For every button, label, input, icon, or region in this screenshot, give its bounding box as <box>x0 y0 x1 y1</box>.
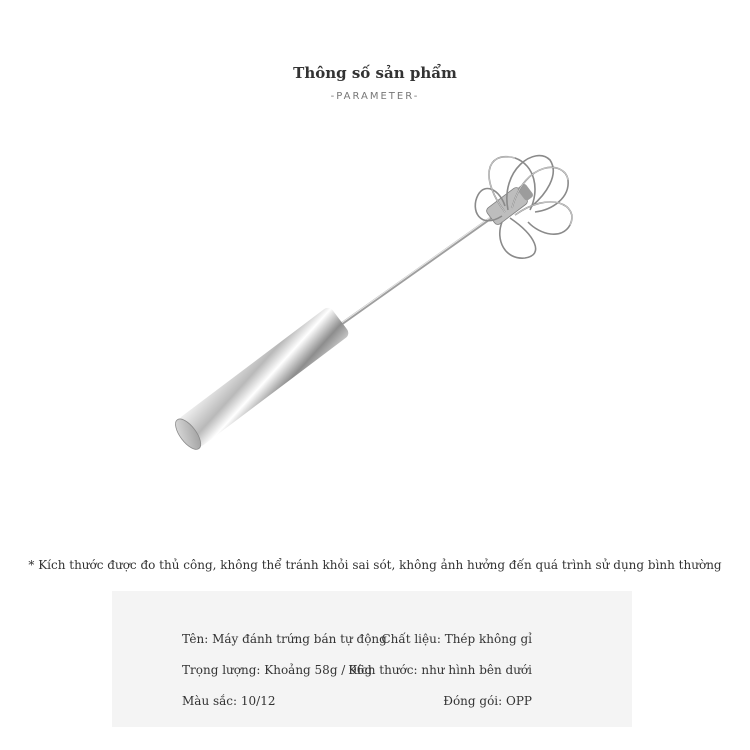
spec-table <box>112 591 632 727</box>
spec-size: Kích thước: như hình bên dưới <box>348 663 532 677</box>
measurement-note: * Kích thước được đo thủ công, không thể tránh khỏi sai sót, không ảnh hưởng đến quá trình sử dụng bình thường <box>28 558 722 572</box>
spec-packaging: Đóng gói: OPP <box>443 694 532 708</box>
spec-weight: Trọng lượng: Khoảng 58g / 96g <box>182 663 373 677</box>
whisk-icon <box>140 140 600 500</box>
page-title: Thông số sản phẩm <box>293 64 457 82</box>
spec-material: Chất liệu: Thép không gỉ <box>381 632 532 646</box>
page-subtitle: -PARAMETER- <box>330 91 420 102</box>
spec-name: Tên: Máy đánh trứng bán tự động <box>182 632 387 646</box>
spec-color: Màu sắc: 10/12 <box>182 694 276 708</box>
